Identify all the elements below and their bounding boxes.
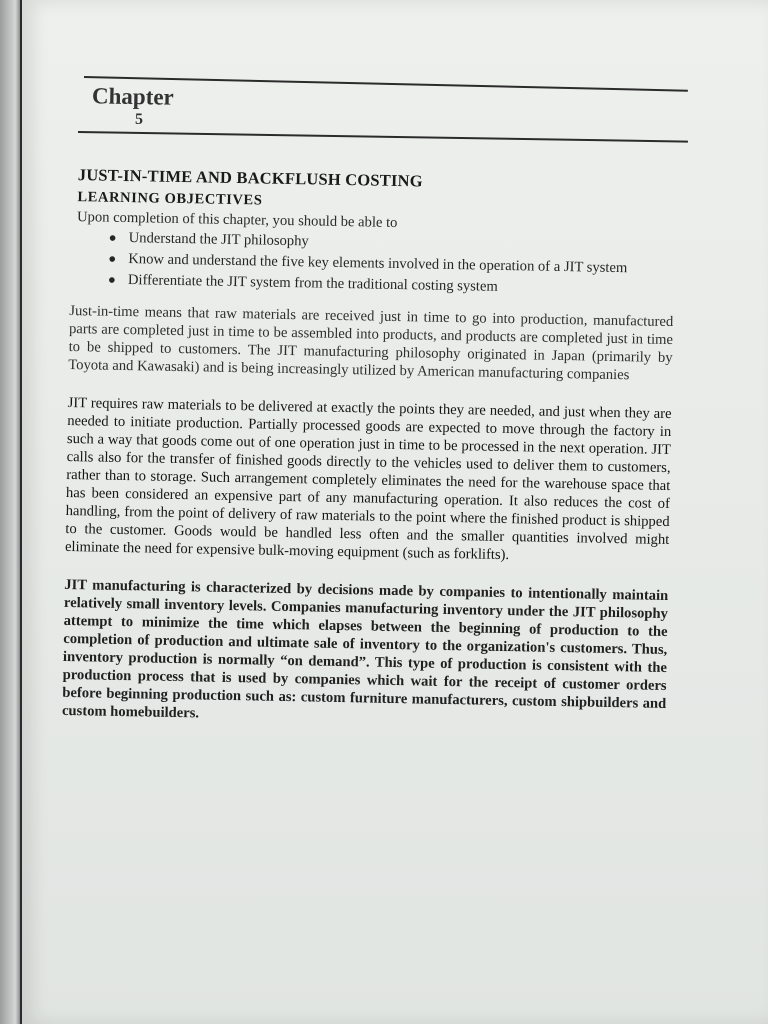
chapter-label: Chapter <box>91 83 175 110</box>
bullet-icon: ● <box>108 229 117 245</box>
bullet-icon: ● <box>108 250 117 266</box>
document-page <box>22 0 768 1024</box>
objective-text: Know and understand the five key elements involved in the operation of a JIT system <box>128 251 628 277</box>
chapter-number: 5 <box>135 111 143 128</box>
objectives-heading: LEARNING OBJECTIVES <box>77 189 263 209</box>
objectives-intro: Upon completion of this chapter, you should be able to <box>76 209 398 231</box>
bullet-icon: ● <box>107 271 116 287</box>
chapter-rule-top <box>84 76 688 92</box>
objective-text: Understand the JIT philosophy <box>128 230 309 250</box>
book-spine <box>0 0 22 1024</box>
objectives-list <box>70 228 675 299</box>
chapter-rule-bottom <box>78 131 688 143</box>
body-paragraph: Just-in-time means that raw materials are received just in time to go into production, manufactured parts are completed just in time to be assembled into products, and products are completed just in time to be shipped to customers. The JIT manufacturing philosophy originated in Japan (primarily by Toyota and Kawasaki) and is being increasingly utilized by American manufacturing companies <box>68 302 674 384</box>
chapter-title: JUST-IN-TIME AND BACKFLUSH COSTING <box>77 165 423 191</box>
body-paragraph: JIT manufacturing is characterized by decisions made by companies to intentionally maintain relatively small inventory levels. Companies manufacturing inventory under the JIT philosophy attempt to minimize the time which elapses between the beginning of production to the completion of production and ultimate sale of inventory to the organization's customers. Thus, inventory production is normally “on demand”. This type of production is consistent with the production process that is used by companies which wait for the receipt of customer orders before beginning production such as: custom furniture manufacturers, custom shipbuilders and custom homebuilders. <box>61 576 669 722</box>
chapter-content <box>61 166 675 751</box>
body-paragraph: JIT requires raw materials to be delivered at exactly the points they are needed, and just when they are needed to initiate production. Partially processed goods are expected to move through the factory in such a way that goods come out of one operation just in time to be processed in the next operation. JIT calls also for the transfer of finished goods directly to the vehicles used to deliver them to customers, rather than to storage. Such arrangement completely eliminates the need for the warehouse space that has been considered an expensive part of any manufacturing operation. It also reduces the cost of handling, from the point of delivery of raw materials to the point where the finished product is shipped to the customer. Goods would be handled less often and the smaller quantities involved might eliminate the need for expensive bulk-moving equipment (such as forklifts). <box>64 394 672 564</box>
objective-text: Differentiate the JIT system from the traditional costing system <box>127 272 498 295</box>
